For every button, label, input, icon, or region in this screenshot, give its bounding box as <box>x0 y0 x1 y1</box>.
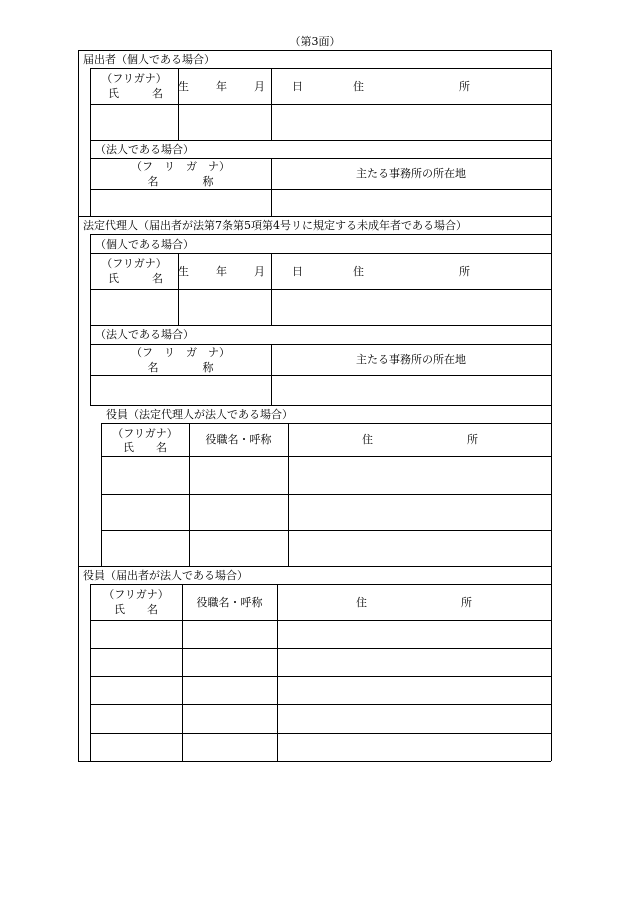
corp-name-label: 名 称 <box>147 361 214 374</box>
legal-rep-section-title: 法定代理人（届出者が法第7条第5項第4号リに規定する未成年者である場合） <box>83 219 467 232</box>
notifier-section-title: 届出者（個人である場合） <box>83 53 215 66</box>
individual-subtitle: （個人である場合） <box>95 238 194 251</box>
corporate-subtitle: （法人である場合） <box>95 328 194 341</box>
address-label-2: 所 <box>459 265 470 278</box>
furigana-label: （フリガナ） <box>101 72 167 85</box>
address-label-1: 住 <box>362 433 373 446</box>
address-label-1: 住 <box>356 596 367 609</box>
corp-furigana-label: （フ リ ガ ナ） <box>131 346 230 359</box>
office-address-label: 主たる事務所の所在地 <box>356 167 466 180</box>
corp-name-label: 名 称 <box>147 175 214 188</box>
position-label: 役職名・呼称 <box>196 596 263 609</box>
name-label: 氏 名 <box>114 603 158 616</box>
address-label-2: 所 <box>467 433 478 446</box>
corporate-subtitle: （法人である場合） <box>95 143 194 156</box>
corp-furigana-label: （フ リ ガ ナ） <box>131 160 230 173</box>
furigana-label: （フリガナ） <box>103 588 169 601</box>
frame-left <box>78 50 79 761</box>
address-label-1: 住 <box>353 265 364 278</box>
furigana-label: （フリガナ） <box>112 427 178 440</box>
position-label: 役職名・呼称 <box>205 433 272 446</box>
birthdate-label: 生 年 月 日 <box>178 80 311 93</box>
s1-indent-line <box>90 68 91 216</box>
page-label: （第3面） <box>289 35 341 48</box>
frame-right <box>551 50 552 761</box>
birthdate-label: 生 年 月 日 <box>178 265 311 278</box>
officers-subtitle: 役員（法定代理人が法人である場合） <box>106 408 293 421</box>
frame-top <box>78 50 551 51</box>
name-label: 氏 名 <box>123 441 167 454</box>
furigana-label: （フリガナ） <box>101 257 167 270</box>
address-label-2: 所 <box>459 80 470 93</box>
frame-bottom <box>78 761 551 762</box>
address-label-1: 住 <box>353 80 364 93</box>
name-label: 氏 名 <box>108 272 163 285</box>
name-label: 氏 名 <box>108 87 163 100</box>
office-address-label: 主たる事務所の所在地 <box>356 353 466 366</box>
address-label-2: 所 <box>461 596 472 609</box>
officers-section-title: 役員（届出者が法人である場合） <box>83 569 248 582</box>
